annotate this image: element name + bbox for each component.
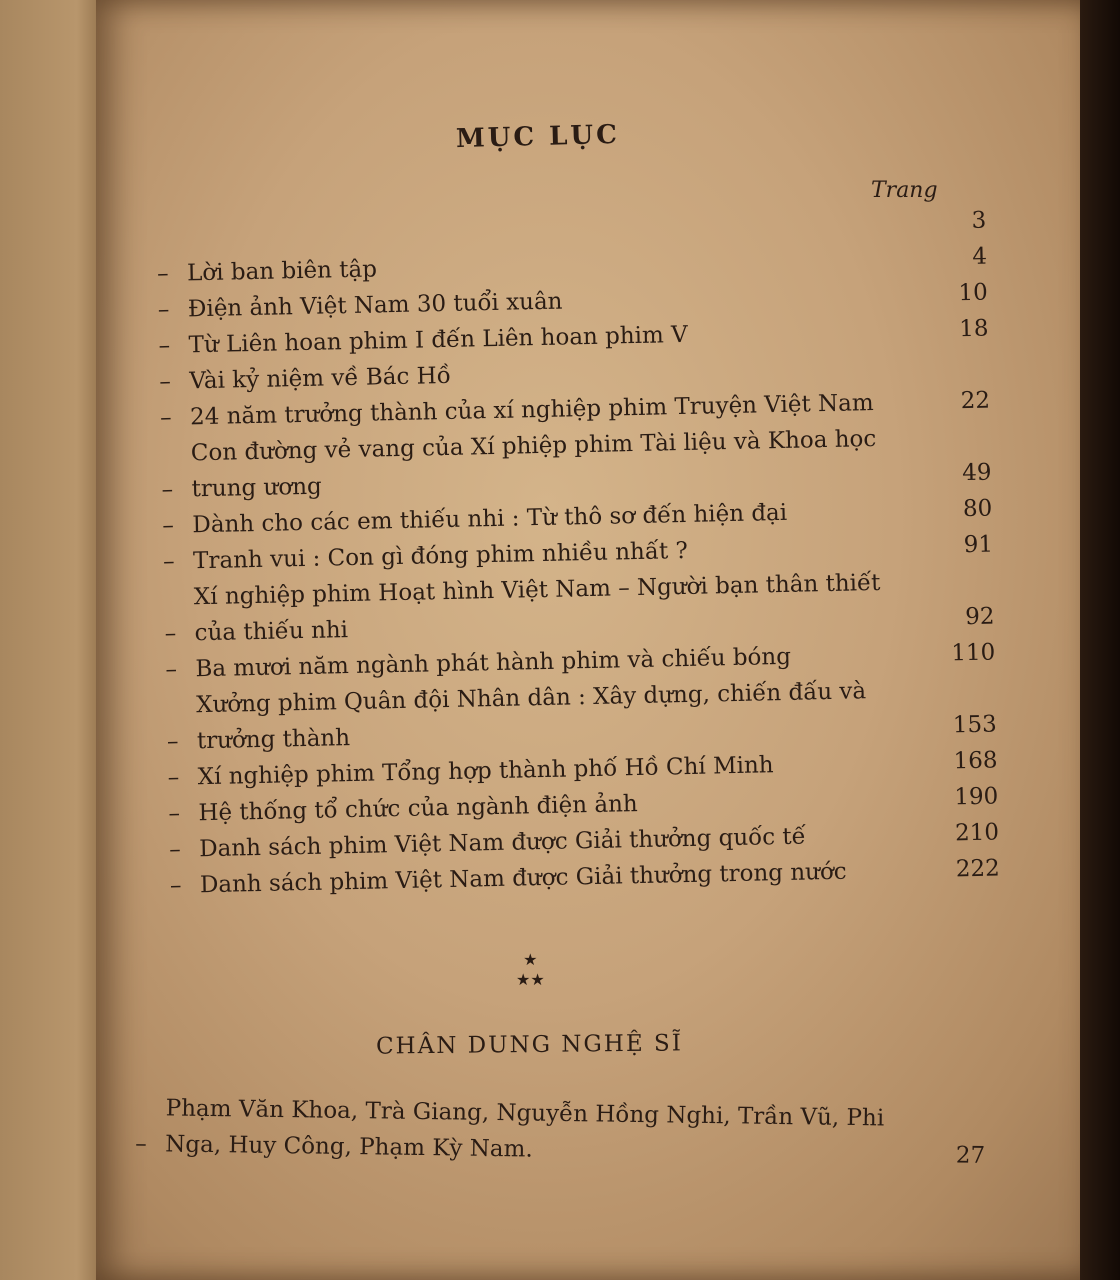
artists-entry <box>135 1090 986 1174</box>
entry-dash: – <box>168 836 181 863</box>
entry-dash: – <box>162 512 175 539</box>
toc-entry-title: Xưởng phim Quân đội Nhân dân : Xây dựng, chiến đấu và trưởng thành <box>195 678 867 755</box>
section-title: CHÂN DUNG NGHỆ SĨ <box>375 1030 683 1060</box>
toc-entry-title: Con đường vẻ vang của Xí phiệp phim Tài liệu và Khoa học trung ương <box>190 425 877 503</box>
artists-page-number: 27 <box>955 1142 986 1169</box>
entry-dash: – <box>166 728 179 755</box>
entry-dash: – <box>159 368 172 395</box>
toc-page-number: 10 <box>958 279 988 307</box>
page-title: MỤC LỤC <box>455 119 621 155</box>
toc-page-number: 18 <box>958 315 989 343</box>
facing-page-edge <box>0 0 110 1280</box>
entry-dash: – <box>156 260 169 287</box>
toc-page-number: 210 <box>954 819 1000 847</box>
entry-dash: – <box>168 800 181 827</box>
toc-entry-title: Xí nghiệp phim Hoạt hình Việt Nam – Người bạn thân thiết của thiếu nhi <box>193 569 881 647</box>
toc-page-number: 92 <box>964 603 995 631</box>
toc-page-number: 4 <box>972 243 988 270</box>
entry-dash: – <box>135 1130 147 1158</box>
toc-entry-title: 24 năm trưởng thành của xí nghiệp phim Truyện Việt Nam <box>189 390 874 431</box>
entry-dash: – <box>169 872 182 899</box>
toc-page-number: 22 <box>960 387 991 415</box>
entry-dash: – <box>165 656 178 683</box>
toc-entry-title: Điện ảnh Việt Nam 30 tuổi xuân <box>187 288 563 323</box>
entry-dash: – <box>162 548 175 575</box>
table-of-contents <box>156 203 1000 904</box>
entry-dash: – <box>158 332 171 359</box>
toc-page-number: 153 <box>952 711 998 739</box>
toc-entry-title: Danh sách phim Việt Nam được Giải thưởng quốc tế <box>198 823 807 863</box>
entry-dash: – <box>161 476 174 503</box>
entry-dash: – <box>167 764 180 791</box>
toc-entry-title: Hệ thống tổ chức của ngành điện ảnh <box>198 791 638 827</box>
toc-page-number: 80 <box>962 495 993 523</box>
star-icon: ★ <box>523 950 538 969</box>
toc-page-number: 168 <box>953 747 998 775</box>
toc-entry-title: Vài kỷ niệm về Bác Hồ <box>189 362 452 395</box>
toc-page-number: 110 <box>951 639 996 667</box>
page-column-header: Trang <box>871 178 938 203</box>
toc-page-number: 190 <box>954 783 999 811</box>
entry-dash: – <box>164 620 177 647</box>
toc-entry-title: Lời ban biên tập <box>186 256 378 287</box>
toc-entry-title: Từ Liên hoan phim I đến Liên hoan phim V <box>188 321 689 359</box>
toc-page-number: 91 <box>963 531 994 559</box>
artists-list: Phạm Văn Khoa, Trà Giang, Nguyễn Hồng Nghi, Trần Vũ, Phi Nga, Huy Công, Phạm Kỳ Nam. <box>165 1095 885 1163</box>
toc-page-number: 222 <box>955 855 1001 883</box>
book-page <box>96 0 1096 1280</box>
toc-page-number: 3 <box>971 207 987 234</box>
divider-stars <box>516 950 545 990</box>
entry-dash: – <box>157 296 170 323</box>
book-edge <box>1080 0 1120 1280</box>
stars-icon: ★★ <box>516 970 545 989</box>
toc-entry-title: Dành cho các em thiếu nhi : Từ thô sơ đến hiện đại <box>192 499 788 539</box>
entry-dash: – <box>159 404 172 431</box>
toc-page-number: 49 <box>961 459 992 487</box>
toc-entry-title: Tranh vui : Con gì đóng phim nhiều nhất ? <box>192 537 689 575</box>
toc-entry-title: Xí nghiệp phim Tổng hợp thành phố Hồ Chí Minh <box>197 752 774 791</box>
toc-entry-title: Danh sách phim Việt Nam được Giải thưởng trong nước <box>199 858 847 899</box>
toc-entry-title: Ba mươi năm ngành phát hành phim và chiếu bóng <box>195 643 792 683</box>
